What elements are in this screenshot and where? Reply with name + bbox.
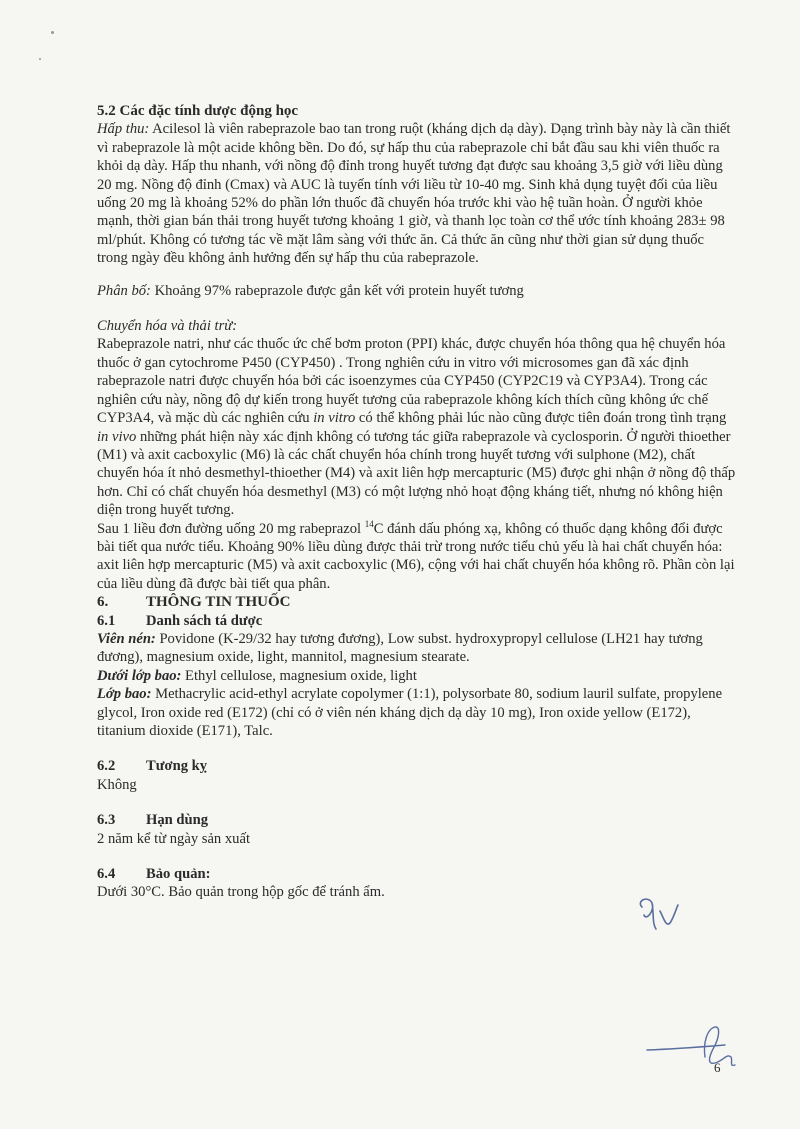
tablet-excipients xyxy=(97,630,737,667)
section-6-4-text: Dưới 30°C. Bảo quản trong hộp gốc để tránh ẩm. xyxy=(97,884,385,901)
distribution-label: Phân bố: xyxy=(97,282,151,299)
section-6-number: 6. xyxy=(97,594,109,611)
undercoat-text: Ethyl cellulose, magnesium oxide, light xyxy=(181,667,417,684)
section-6-3-number: 6.3 xyxy=(97,812,116,829)
metabolism-label: Chuyển hóa và thải trừ: xyxy=(97,318,238,335)
section-6-1-heading xyxy=(97,612,737,630)
document-body xyxy=(97,102,737,902)
section-6-1-title: Danh sách tá dược xyxy=(146,612,263,629)
section-6-1-number: 6.1 xyxy=(97,612,116,629)
coat-text: Methacrylic acid-ethyl acrylate copolymer (1:1), polysorbate 80, sodium lauril sulfate, propylene glycol, Iron oxide red (E172) (chỉ có ở viên nén kháng dịch dạ dày 10 mg), Iron oxide yellow (E172), titanium dioxide (E171), Talc. xyxy=(97,686,723,739)
section-6-3-title: Hạn dùng xyxy=(146,812,209,829)
metabolism-p2-text-b: C đánh dấu phóng xạ, không có thuốc dạng không đổi được bài tiết qua nước tiểu. Khoảng 90% liều dùng được thải trừ trong nước tiểu chủ yếu là hai chất chuyển hóa: axit liên hợp mercapturic (M5) và axit cacboxylic (M6), cộng với hai chất chuyển hóa không rõ. Phần còn lại của liều dùng đã được bài tiết qua phân. xyxy=(97,520,735,592)
metabolism-text-c: những phát hiện này xác định không có tương tác giữa rabeprazole và cyclosporin. Ở người thioether (M1) và axit cacboxylic (M6) là các chất chuyển hóa chính trong huyết tương với sulphone (M2), chất chuyển hóa ít nhỏ desmethyl-thioether (M4) và axit liên hợp mercapturic (M5) được ghi nhận ở nồng độ thấp hơn. Chỉ có chất chuyển hóa desmethyl (M3) có một lượng nhỏ hoạt động kháng tiết, nhưng nó không hiện diện trong huyết tương. xyxy=(97,428,736,519)
page-number: 6 xyxy=(714,1060,721,1075)
section-6-title: THÔNG TIN THUỐC xyxy=(146,594,291,611)
tablet-text: Povidone (K-29/32 hay tương đương), Low subst. hydroxypropyl cellulose (LH21 hay tương đương), magnesium oxide, light, mannitol, magnesium stearate. xyxy=(97,630,703,666)
in-vitro-term: in vitro xyxy=(313,410,356,427)
section-6-4-number: 6.4 xyxy=(97,866,116,883)
section-6-3-heading xyxy=(97,811,737,829)
metabolism-text-b: có thể không phải lúc nào cũng được tiên đoán trong tình trạng xyxy=(355,410,727,427)
metabolism-paragraph-1 xyxy=(97,335,737,519)
section-6-2-title: Tương kỵ xyxy=(146,758,208,775)
handwritten-initial-icon xyxy=(630,893,680,938)
coat-excipients xyxy=(97,685,737,740)
coat-label: Lớp bao: xyxy=(97,686,152,703)
scan-speck xyxy=(51,31,54,34)
absorption-paragraph xyxy=(97,120,737,267)
section-5-2-heading: 5.2 Các đặc tính dược động học xyxy=(97,103,299,119)
absorption-text: Acilesol là viên rabeprazole bao tan trong ruột (kháng dịch dạ dày). Dạng trình bày này là cần thiết vì rabeprazole là một acide không bền. Do đó, sự hấp thu của rabeprazole chỉ bắt đầu sau khi viên thuốc ra khỏi dạ dày. Hấp thu nhanh, với nồng độ đỉnh trong huyết tương đạt được sau khoảng 3,5 giờ với liều dùng 20 mg. Nồng độ đỉnh (Cmax) và AUC là tuyến tính với liều từ 10-40 mg. Sinh khả dụng tuyệt đối của liều uống 20 mg là khoảng 52% do phần lớn thuốc đã chuyển hóa trước khi vào hệ tuần hoàn. Ở người khỏe mạnh, thời gian bán thải trong huyết tương khoảng 1 giờ, và thanh lọc toàn cơ thể ước tính khoảng 283± 98 ml/phút. Không có tương tác về mặt lâm sàng với thức ăn. Cả thức ăn cũng như thời gian sử dụng thuốc trong ngày đều không ảnh hưởng đến sự hấp thu của rabeprazole. xyxy=(97,121,731,267)
metabolism-paragraph-2 xyxy=(97,520,737,594)
section-6-4-heading xyxy=(97,865,737,883)
section-6-2-heading xyxy=(97,757,737,775)
section-6-4-title: Bảo quản: xyxy=(146,866,211,883)
undercoat-label: Dưới lớp bao: xyxy=(97,667,182,684)
signature-icon xyxy=(645,1023,765,1078)
section-6-heading xyxy=(97,593,737,611)
metabolism-text-a: Rabeprazole natri, như các thuốc ức chế bơm proton (PPI) khác, được chuyển hóa thông qua hệ chuyển hóa thuốc ở gan cytochrome P450 (CYP450) . Trong nghiên cứu in vitro với microsomes gan đã xác định rabeprazole natri được chuyển hóa bởi các isoenzymes của CYP450 (CYP2C19 và CYP3A4). Trong các nghiên cứu này, nồng độ dự kiến trong huyết tương của rabeprazole không kích thích cũng không ức chế CYP3A4, và mặc dù các nghiên cứu xyxy=(97,336,726,427)
scan-speck xyxy=(39,58,41,60)
section-6-3-text: 2 năm kể từ ngày sản xuất xyxy=(97,830,250,847)
in-vivo-term: in vivo xyxy=(97,428,137,445)
section-6-2-text: Không xyxy=(97,776,137,793)
undercoat-excipients xyxy=(97,667,737,685)
tablet-label: Viên nén: xyxy=(97,630,156,647)
isotope-superscript: 14 xyxy=(364,518,374,529)
distribution-paragraph xyxy=(97,282,737,300)
absorption-label: Hấp thu: xyxy=(97,121,150,138)
section-6-2-number: 6.2 xyxy=(97,758,116,775)
distribution-text: Khoảng 97% rabeprazole được gắn kết với protein huyết tương xyxy=(150,282,524,299)
metabolism-p2-text-a: Sau 1 liều đơn đường uống 20 mg rabeprazol xyxy=(97,520,365,537)
